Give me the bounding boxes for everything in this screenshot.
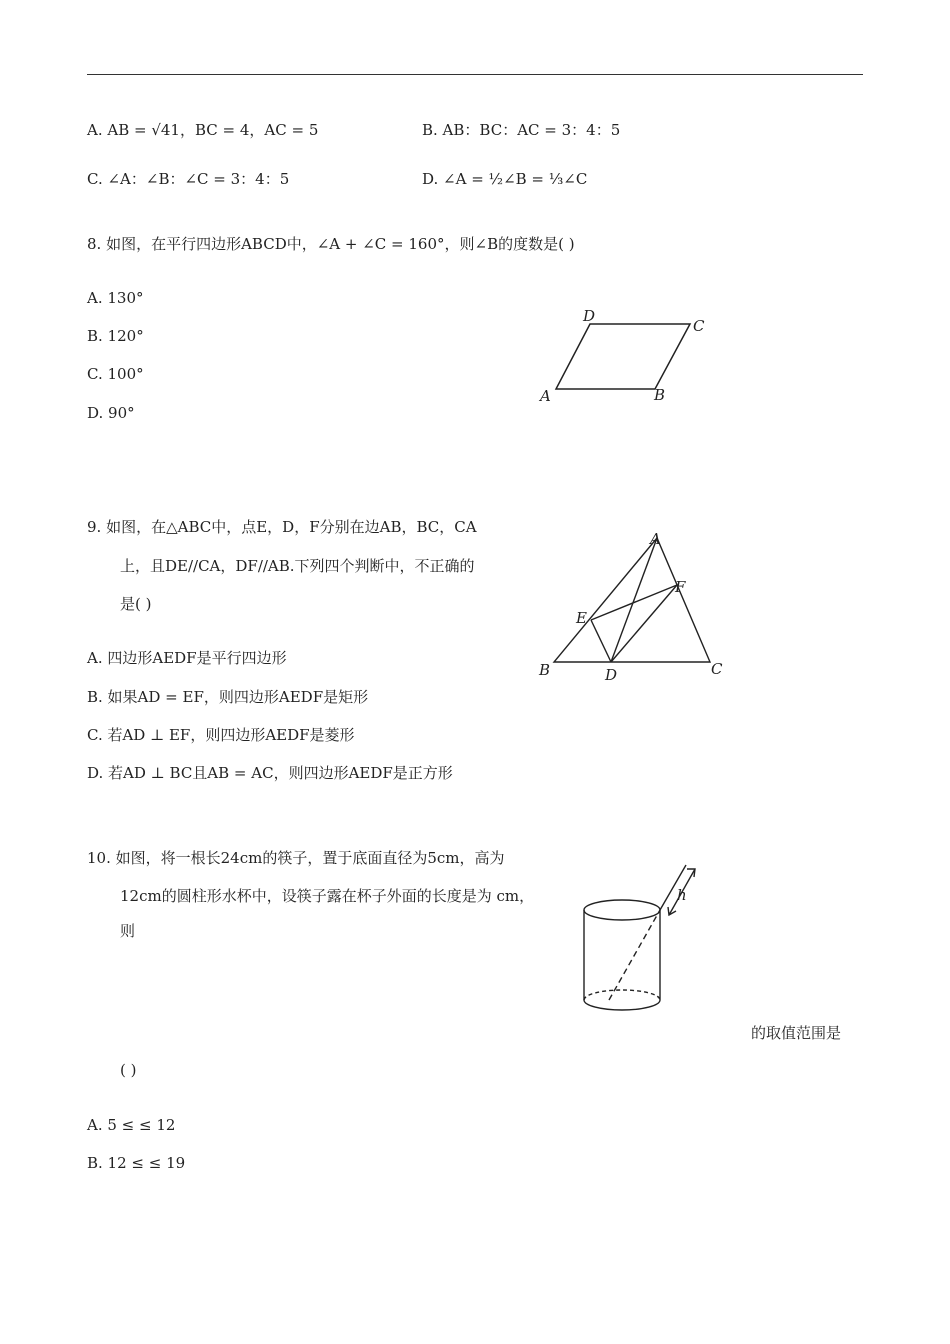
label-B: B <box>654 386 666 404</box>
q10-stem-tail: 的取值范围是 <box>751 1024 842 1042</box>
q9-option-d: D. 若AD ⊥ BC且AB = AC，则四边形AEDF是正方形 <box>87 764 453 782</box>
chopstick-inside <box>609 910 660 1000</box>
segment-df <box>611 585 677 662</box>
q7-option-b: B. AB：BC：AC = 3：4：5 <box>422 121 621 139</box>
q9-option-b: B. 如果AD = EF，则四边形AEDF是矩形 <box>87 688 369 706</box>
q9-option-c: C. 若AD ⊥ EF，则四边形AEDF是菱形 <box>87 726 355 744</box>
header-rule <box>87 74 863 75</box>
cup-bottom-back <box>584 990 660 1000</box>
segment-de <box>591 620 611 662</box>
q9-stem-line1: 9. 如图，在△ABC中，点E，D，F分别在边AB，BC，CA <box>87 518 477 536</box>
label-A: A <box>540 387 551 405</box>
label-F: F <box>675 578 686 596</box>
q10-stem-line2: 12cm的圆柱形水杯中，设筷子露在杯子外面的长度是为 cm， <box>120 887 535 905</box>
q8-option-b: B. 120° <box>87 327 144 345</box>
label-A: A <box>650 530 661 548</box>
q7-option-d: D. ∠A = ½∠B = ⅓∠C <box>422 170 588 188</box>
q7-option-c: C. ∠A：∠B：∠C = 3：4：5 <box>87 170 290 188</box>
parallelogram-shape <box>556 324 690 389</box>
label-h: h <box>677 886 687 904</box>
label-C: C <box>693 317 705 335</box>
q9-option-a: A. 四边形AEDF是平行四边形 <box>87 649 287 667</box>
segment-ad <box>611 538 657 662</box>
q10-option-b: B. 12 ≤ ≤ 19 <box>87 1154 186 1172</box>
label-E: E <box>576 609 587 627</box>
q10-cup-chopstick-figure <box>575 855 710 1020</box>
q8-option-a: A. 130° <box>87 289 144 307</box>
q8-stem: 8. 如图，在平行四边形ABCD中，∠A + ∠C = 160°，则∠B的度数是( ) <box>87 235 575 253</box>
q8-option-c: C. 100° <box>87 365 144 383</box>
q10-option-a: A. 5 ≤ ≤ 12 <box>87 1116 176 1134</box>
q9-stem-line2: 上，且DE//CA，DF//AB.下列四个判断中，不正确的 <box>120 557 475 575</box>
q10-stem-line3: 则 <box>120 922 136 940</box>
label-D: D <box>583 307 596 325</box>
q10-stem-line1: 10. 如图，将一根长24cm的筷子，置于底面直径为5cm，高为 <box>87 849 505 867</box>
q7-option-a: A. AB = √41，BC = 4，AC = 5 <box>87 121 319 139</box>
cup-top-rim <box>584 900 660 920</box>
label-C: C <box>711 660 723 678</box>
q8-option-d: D. 90° <box>87 404 135 422</box>
q9-stem-line3: 是( ) <box>120 595 152 613</box>
triangle-abc <box>554 538 710 662</box>
q9-triangle-figure <box>530 525 730 690</box>
cup-bottom-front <box>584 1000 660 1010</box>
label-D: D <box>605 666 618 684</box>
label-B: B <box>539 661 551 679</box>
q8-parallelogram-figure <box>530 300 720 410</box>
q10-answer-paren: ( ) <box>120 1061 137 1079</box>
